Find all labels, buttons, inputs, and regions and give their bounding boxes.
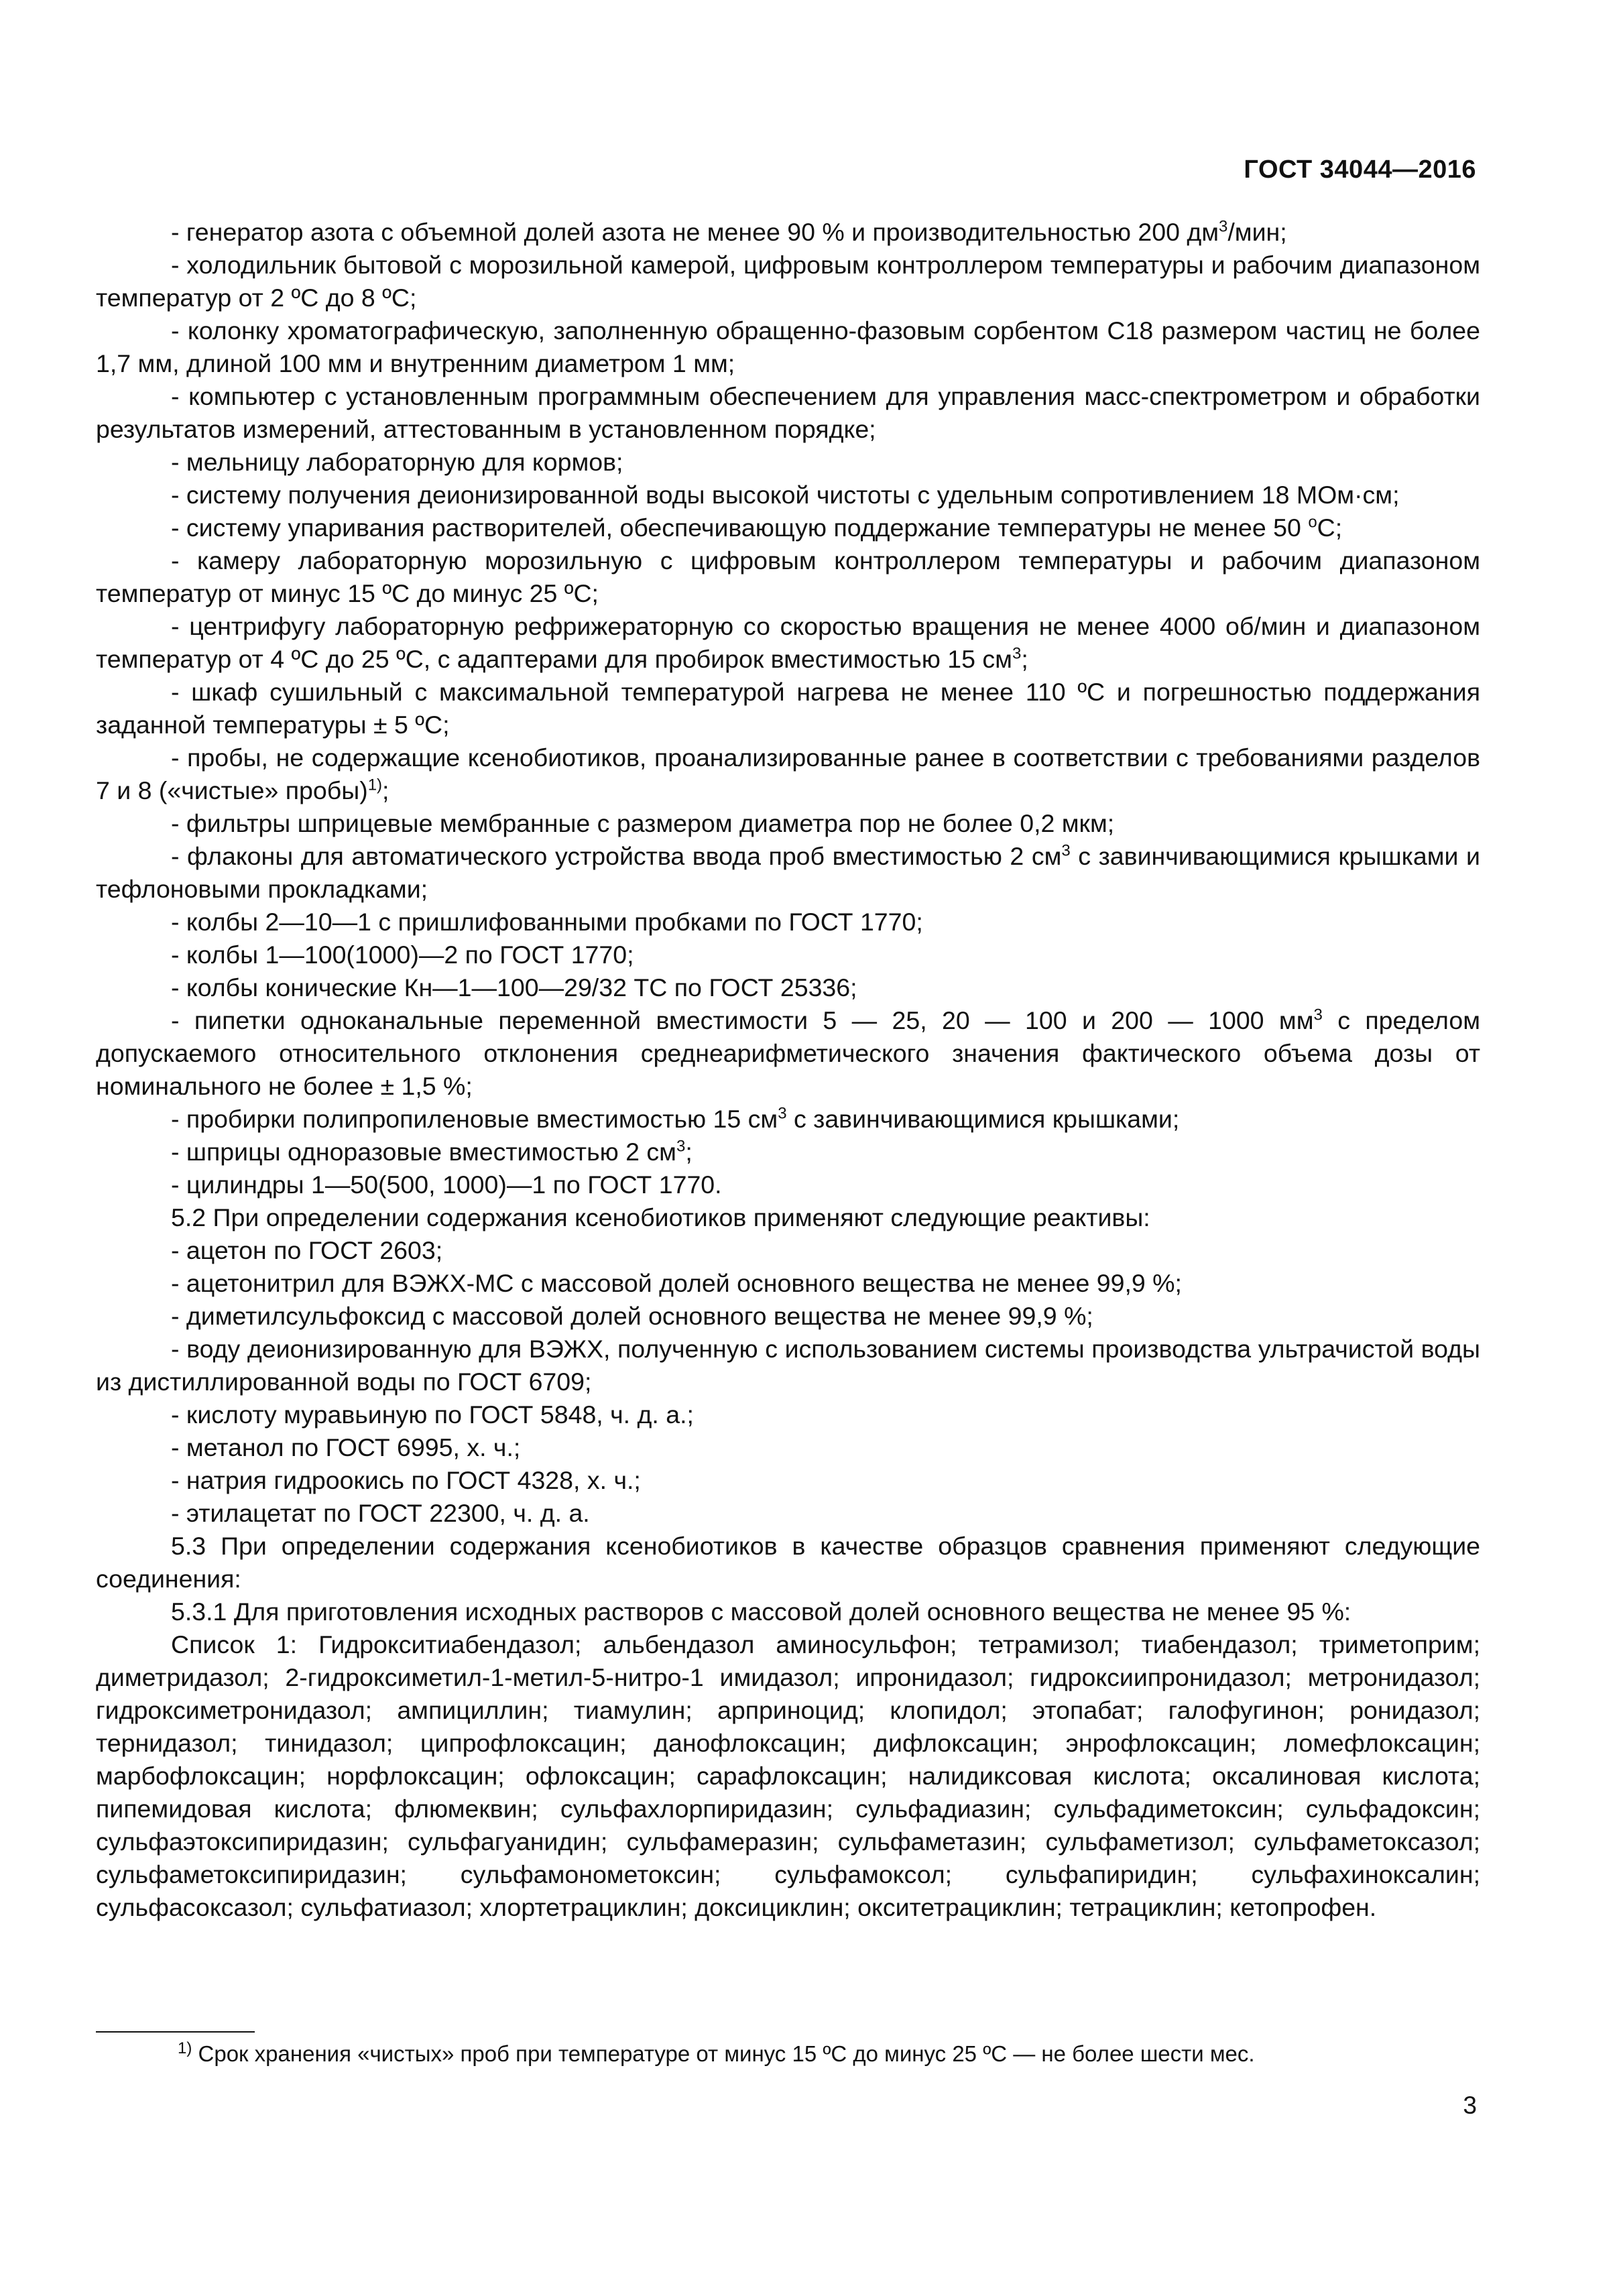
paragraph: 5.2 При определении содержания ксенобиотиков применяют следующие реактивы:	[171, 1203, 1150, 1231]
paragraph: - шкаф сушильный с максимальной температурой нагрева не менее 110 ºС и погрешностью поддержания заданной температуры ± 5 ºС;	[96, 678, 1480, 739]
paragraph: - систему упаривания растворителей, обеспечивающую поддержание температуры не менее 50 $^о$С;	[171, 513, 1343, 542]
paragraph: - пипетки одноканальные переменной вместимости 5 — 25, 20 — 100 и 200 — 1000 $мм^3$ с пределом допускаемого относительного отклонения среднеарифметического значения фактического объема дозы от номинального не более ± 1,5 %;	[96, 1006, 1480, 1100]
paragraph: - компьютер с установленным программным обеспечением для управления масс-спектрометром и обработки результатов измерений, аттестованным в установленном порядке;	[96, 382, 1480, 443]
paragraph: - холодильник бытовой с морозильной камерой, цифровым контроллером температуры и рабочим диапазоном температур от 2 ºС до 8 ºС;	[96, 251, 1480, 312]
paragraph: Список 1: Гидрокситиабендазол; альбендазол аминосульфон; тетрамизол; тиабендазол; триметоприм; диметридазол; 2-гидроксиметил-1-метил-5-нитро-1 имидазол; ипронидазол; гидроксиипронидазол; метронидазол; гидроксиметронидазол; ампициллин; тиамулин; арприноцид; клопидол; этопабат; галофугинон; ронидазол; тернидазол; тинидазол; ципрофлоксацин; данофлоксацин; дифлоксацин; энрофлоксацин; ломефлоксацин; марбофлоксацин; норфлоксацин; офлоксацин; сарафлоксацин; налидиксовая кислота; оксалиновая кислота; пипемидовая кислота; флюмеквин; сульфахлорпиридазин; сульфадиазин; сульфадиметоксин; сульфадоксин; сульфаэтоксипиридазин; сульфагуанидин; сульфамеразин; сульфаметазин; сульфаметизол; сульфаметоксазол; сульфаметоксипиридазин; сульфамонометоксин; сульфамоксол; сульфапиридин; сульфахиноксалин; сульфасоксазол; сульфатиазол; хлортетрациклин; доксициклин; окситетрациклин; тетрациклин; кетопрофен.	[96, 1630, 1480, 1921]
paragraph: - пробирки полипропиленовые вместимостью 15 $см^3$ с завинчивающимися крышками;	[171, 1104, 1180, 1133]
paragraph: - кислоту муравьиную по ГОСТ 5848, ч. д. а.;	[171, 1400, 694, 1429]
paragraph: - колбы конические Кн—1—100—29/32 ТС по ГОСТ 25336;	[171, 973, 857, 1002]
paragraph: - центрифугу лабораторную рефрижераторную со скоростью вращения не менее 4000 об/мин и диапазоном температур от 4 ºС до 25 ºС, с адаптерами для пробирок вместимостью 15 $см^3$;	[96, 612, 1480, 673]
paragraph: 5.3 При определении содержания ксенобиотиков в качестве образцов сравнения применяют следующие соединения:	[96, 1532, 1480, 1593]
paragraph: - натрия гидроокись по ГОСТ 4328, х. ч.;	[171, 1466, 641, 1494]
footnote-text: Срок хранения «чистых» проб при температуре от минус 15 ºС до минус 25 ºС — не более шести мес.	[192, 2041, 1255, 2066]
superscript: 3	[1313, 1006, 1323, 1024]
superscript: 3	[676, 1137, 686, 1156]
document-header: ГОСТ 34044—2016	[1244, 156, 1476, 184]
footnote-marker: 1)	[178, 2039, 192, 2057]
superscript: 3	[778, 1104, 787, 1123]
paragraph: - воду деионизированную для ВЭЖХ, полученную с использованием системы производства ультрачистой воды из дистиллированной воды по ГОСТ 6709;	[96, 1335, 1480, 1396]
paragraph: - цилиндры 1—50(500, 1000)—1 по ГОСТ 1770.	[171, 1170, 722, 1199]
page-number: 3	[1463, 2092, 1477, 2119]
paragraph: - ацетонитрил для ВЭЖХ-МС с массовой долей основного вещества не менее 99,9 %;	[171, 1269, 1182, 1297]
paragraph: - шприцы одноразовые вместимостью 2 $см^3$;	[171, 1137, 693, 1166]
paragraph: - колонку хроматографическую, заполненную обращенно-фазовым сорбентом С18 размером частиц не более 1,7 мм, длиной 100 мм и внутренним диаметром 1 мм;	[96, 316, 1480, 377]
document-body	[96, 216, 1480, 1924]
superscript: 3	[1219, 217, 1228, 236]
superscript: 1)	[367, 776, 383, 794]
footnote-separator	[96, 2031, 255, 2033]
superscript: 3	[1012, 644, 1022, 663]
paragraph: - колбы 1—100(1000)—2 по ГОСТ 1770;	[171, 941, 634, 969]
paragraph: - мельницу лабораторную для кормов;	[171, 448, 623, 476]
paragraph: - пробы, не содержащие ксенобиотиков, проанализированные ранее в соответствии с требованиями разделов 7 и 8 («чистые» пробы)$^{1)}$;	[96, 743, 1480, 804]
paragraph: - ацетон по ГОСТ 2603;	[171, 1236, 443, 1264]
paragraph: - систему получения деионизированной воды высокой чистоты с удельным сопротивлением 18 МОм·см;	[171, 481, 1400, 509]
superscript: о	[1308, 513, 1317, 532]
paragraph: - колбы 2—10—1 с пришлифованными пробками по ГОСТ 1770;	[171, 908, 923, 936]
paragraph: - генератор азота с объемной долей азота не менее 90 % и производительностью 200 $дм^3$/мин;	[171, 217, 1287, 246]
paragraph: - фильтры шприцевые мембранные с размером диаметра пор не более 0,2 мкм;	[171, 809, 1115, 837]
paragraph: - диметилсульфоксид с массовой долей основного вещества не менее 99,9 %;	[171, 1302, 1093, 1330]
paragraph: - камеру лабораторную морозильную с цифровым контроллером температуры и рабочим диапазоном температур от минус 15 ºС до минус 25 ºС;	[96, 546, 1480, 607]
paragraph: - этилацетат по ГОСТ 22300, ч. д. а.	[171, 1499, 590, 1527]
footnote	[178, 2039, 1255, 2069]
paragraph: - метанол по ГОСТ 6995, х. ч.;	[171, 1433, 521, 1461]
superscript: 3	[1061, 841, 1071, 860]
paragraph: - флаконы для автоматического устройства ввода проб вместимостью 2 $см^3$ с завинчивающимися крышками и тефлоновыми прокладками;	[96, 841, 1480, 903]
paragraph: 5.3.1 Для приготовления исходных растворов с массовой долей основного вещества не менее 95 %:	[171, 1597, 1351, 1626]
